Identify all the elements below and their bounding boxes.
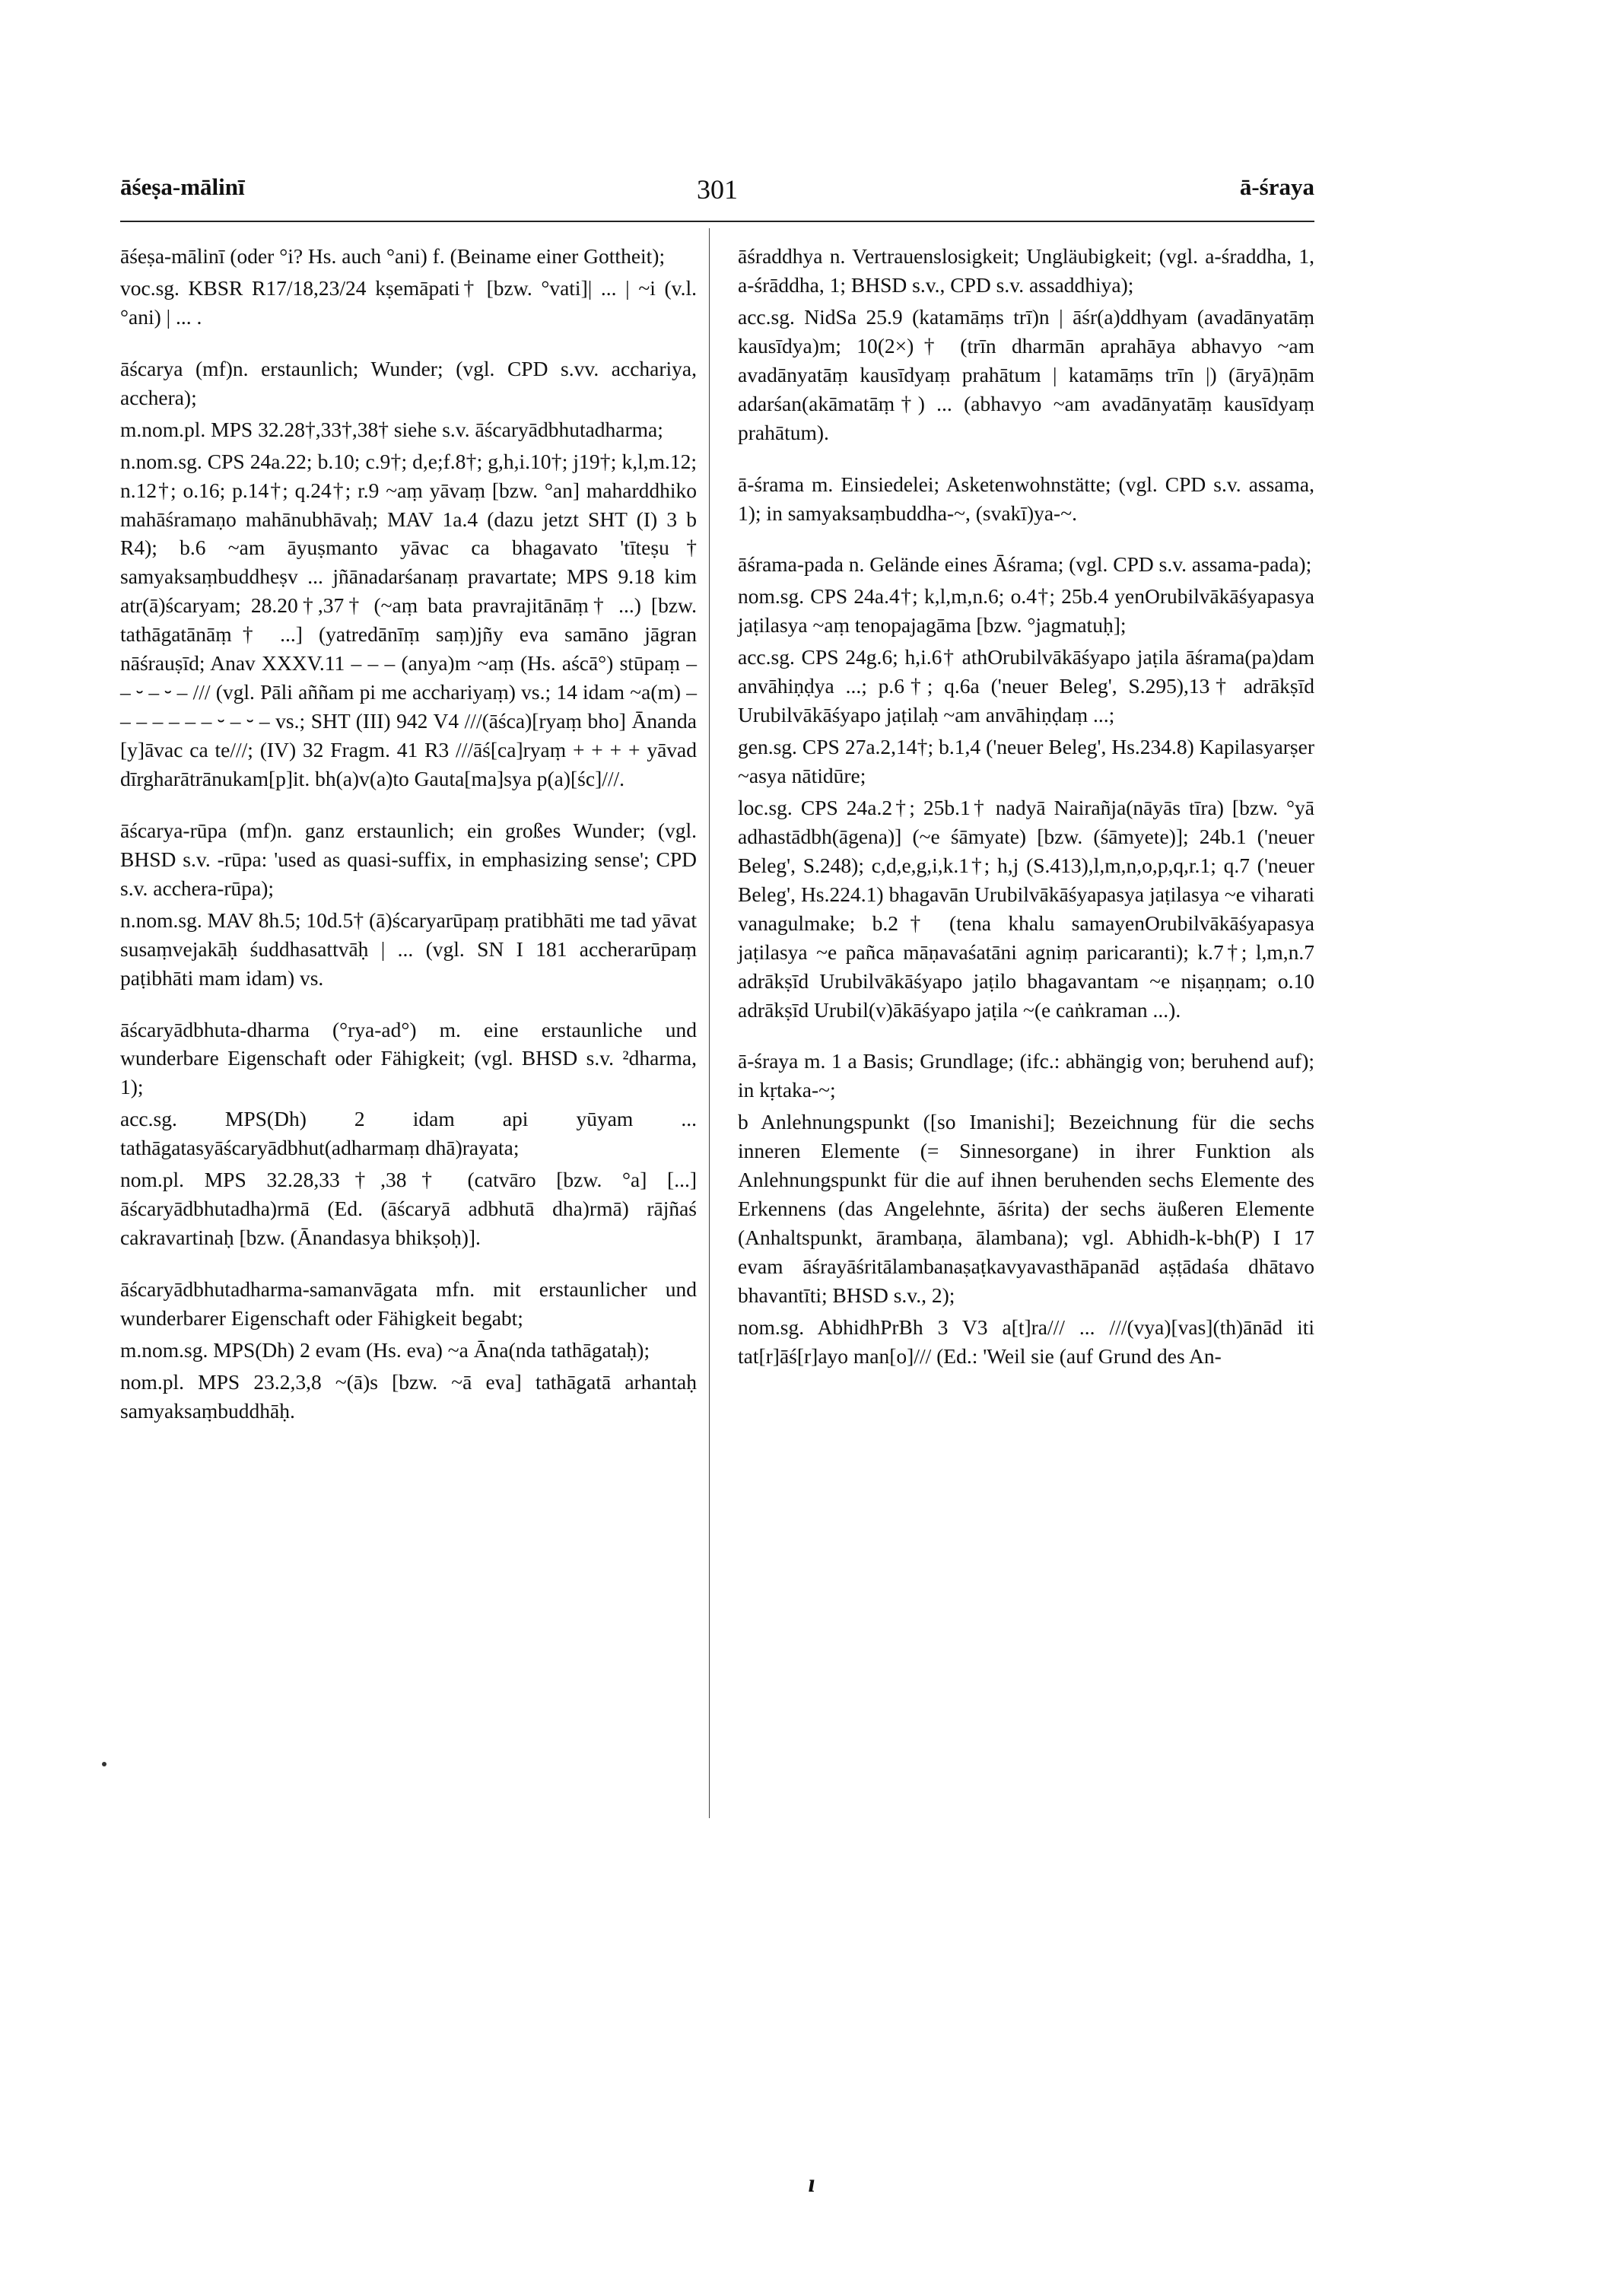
entry-ascarya — [120, 355, 697, 793]
entry-paragraph: nom.pl. MPS 32.28,33†,38† (catvāro [bzw. °a] [...] āścaryādbhutadha)rmā (Ed. (āścaryā adbhutā dha)rmā) rājñaś cakravartinaḥ [bzw. (Ānandasya bhikṣoḥ)]. — [120, 1168, 697, 1250]
entry-paragraph: acc.sg. MPS(Dh) 2 idam api yūyam ... tathāgatasyāścaryādbhut(adharmaṃ dhā)rayata; — [120, 1107, 697, 1160]
entry-paragraph: acc.sg. NidSa 25.9 (katamāṃs trī)n | āśr(a)ddhyam (avadānyatāṃ kausīdya)m; 10(2×)† (trīn dharmān aprahāya abhavyo ~am avadānyatāṃ kausīdyaṃ prahātum | katamāṃs trīn |) (āryā)ṇām adarśan(akāmatāṃ†) ... (abhavyo ~am avadānyatāṃ kausīdyaṃ prahātum). — [738, 304, 1314, 444]
entry-paragraph: āścarya-rūpa (mf)n. ganz erstaunlich; ein großes Wunder; (vgl. BHSD s.v. -rūpa: 'used as quasi-suffix, in emphasizing sense'; CPD s.v. acchera-rūpa); — [120, 818, 697, 900]
entry-paragraph: n.nom.sg. CPS 24a.22; b.10; c.9†; d,e;f.8†; g,h,i.10†; j19†; k,l,m.12; n.12†; o.16; p.14†; q.24†; r.9 ~aṃ yāvaṃ [bzw. °an] maharddhiko mahāśramaṇo mahānubhāvaḥ; MAV 1a.4 (dazu jetzt SHT (I) 3 b R4); b.6 ~am āyuṣmanto yāvac ca bhagavato 'tīteṣu† samyaksaṃbuddheṣv ... jñānadarśanaṃ pravartate; MPS 9.18 kim atr(ā)ścaryam; 28.20†,37† (~aṃ bata pravrajitānāṃ† ...) [bzw. tathāgatānāṃ† ...] (yatredānīṃ saṃ)jñy eva samāno jāgran nāśrauṣīd; Anav XXXV.11 – – – (anya)m ~aṃ (Hs. aścā°) stūpaṃ – – ⏑ – ⏑ – /// (vgl. Pāli aññam pi me acchariyaṃ) vs.; 14 idam ~a(m) – – – – – – – ⏑ – ⏑ – vs.; SHT (III) 942 V4 ///(āśca)[ryaṃ bho] Ānanda [y]āvac ca te///; (IV) 32 Fragm. 41 R3 ///āś[ca]ryaṃ + + + + yāvad dīrgharātrānukam[p]it. bh(a)v(a)to Gauta[ma]sya p(a)[śc]///. — [120, 449, 697, 790]
entry-asesa-malini — [120, 242, 697, 332]
header-left-headword: āśeṣa-mālinī — [120, 173, 245, 200]
entry-ascaryadbhuta-dharma — [120, 1016, 697, 1253]
entry-asrama-pada — [738, 550, 1314, 1024]
footer-mark: ɪ — [808, 2170, 816, 2198]
entry-paragraph: ā-śrama m. Einsiedelei; Asketenwohnstätte; (vgl. CPD s.v. assama, 1); in samyaksaṃbuddha-~, (svakī)ya-~. — [738, 472, 1314, 525]
entry-paragraph: ā-śraya m. 1 a Basis; Grundlage; (ifc.: abhängig von; beruhend auf); in kṛtaka-~; — [738, 1049, 1314, 1102]
entry-a-sraya — [738, 1047, 1314, 1370]
entry-paragraph: āścaryādbhutadharma-samanvāgata mfn. mit erstaunlicher und wunderbarer Eigenschaft oder Fähigkeit begabt; — [120, 1277, 697, 1330]
entry-paragraph: āśeṣa-mālinī (oder °i? Hs. auch °ani) f. (Beiname einer Gottheit); — [120, 244, 666, 268]
column-divider — [709, 228, 710, 1818]
right-column — [738, 242, 1314, 1394]
entry-paragraph: loc.sg. CPS 24a.2†; 25b.1† nadyā Nairañja(nāyās tīra) [bzw. °yā adhastādbh(āgena)] (~e śāmyate) [bzw. (śāmyete)]; 24b.1 ('neuer Beleg', S.248); c,d,e,g,i,k.1†; h,j (S.413),l,m,n,o,p,q,r.1; q.7 ('neuer Beleg', Hs.224.1) bhagavān Urubilvākāśyapasya jaṭilasya ~e viharati vanagulmake; b.2† (tena khalu samayenOrubilvākāśyapasya jaṭilasya ~e pañca māṇavaśatāni agniṃ paricaranti); k.7†; l,m,n.7 adrākṣīd Urubilvākāśyapo jaṭilo bhagavantam ~e niṣaṇṇam; o.10 adrākṣīd Urubil(v)ākāśyapo jaṭila ~(e caṅkraman ...). — [738, 795, 1314, 1022]
left-column — [120, 242, 697, 1448]
entry-paragraph: nom.pl. MPS 23.2,3,8 ~(ā)s [bzw. ~ā eva] tathāgatā arhantaḥ samyaksaṃbuddhāḥ. — [120, 1369, 697, 1423]
margin-dot — [102, 1762, 106, 1766]
entry-paragraph: b Anlehnungspunkt ([so Imanishi]; Bezeichnung für die sechs inneren Elemente (= Sinnesorgane) in ihrer Funktion als Anlehnungspunkt für die auf ihnen beruhenden sechs Elemente des Erkennens (das Angelehnte, āśrita) der sechs äußeren Elemente (Anhaltspunkt, ārambaṇa, ālambana); vgl. Abhidh-k-bh(P) I 17 evam āśrayāśritālambanaṣaṭkavyavasthāpanād aṣṭādaśa dhātavo bhavantīti; BHSD s.v., 2); — [738, 1110, 1314, 1307]
entry-paragraph: gen.sg. CPS 27a.2,14†; b.1,4 ('neuer Beleg', Hs.234.8) Kapilasyarṣer ~asya nātidūre; — [738, 735, 1314, 787]
entry-paragraph: āścarya (mf)n. erstaunlich; Wunder; (vgl. CPD s.vv. acchariya, acchera); — [120, 356, 697, 409]
entry-paragraph: voc.sg. KBSR R17/18,23/24 kṣemāpati† [bzw. °vati]| ... | ~i (v.l. °ani) | ... . — [120, 275, 697, 329]
header-right-headword: ā-śraya — [1239, 173, 1314, 200]
entry-paragraph: n.nom.sg. MAV 8h.5; 10d.5† (ā)ścaryarūpaṃ pratibhāti me tad yāvat susaṃvejakāḥ śuddhasattvāḥ | ... (vgl. SN I 181 accherarūpaṃ paṭibhāti mam idam) vs. — [120, 908, 697, 990]
entry-asraddhya — [738, 242, 1314, 447]
header-rule — [120, 221, 1314, 222]
entry-paragraph: āścaryādbhuta-dharma (°rya-ad°) m. eine erstaunliche und wunderbare Eigenschaft oder Fähigkeit; (vgl. BHSD s.v. ²dharma, 1); — [120, 1017, 697, 1099]
entry-a-srama — [738, 470, 1314, 528]
entry-paragraph: acc.sg. CPS 24g.6; h,i.6† athOrubilvākāśyapo jaṭila āśrama(pa)dam anvāhiṇḍya ...; p.6†; q.6a ('neuer Beleg', S.295),13† adrākṣīd Urubilvākāśyapo jaṭilaḥ ~am anvāhiṇḍaṃ ...; — [738, 645, 1314, 727]
running-head — [120, 173, 1314, 207]
entry-ascaryadbhutadharma-samanvagata — [120, 1275, 697, 1426]
entry-ascarya-rupa — [120, 816, 697, 993]
entry-paragraph: m.nom.sg. MPS(Dh) 2 evam (Hs. eva) ~a Āna(nda tathāgataḥ); — [120, 1337, 650, 1362]
entry-paragraph: āśrama-pada n. Gelände eines Āśrama; (vgl. CPD s.v. assama-pada); — [738, 552, 1312, 577]
entry-paragraph: nom.sg. CPS 24a.4†; k,l,m,n.6; o.4†; 25b.4 yenOrubilvākāśyapasya jaṭilasya ~aṃ tenopajagāma [bzw. °jagmatuḥ]; — [738, 584, 1314, 637]
page-number: 301 — [697, 174, 738, 205]
entry-paragraph: āśraddhya n. Vertrauenslosigkeit; Ungläubigkeit; (vgl. a-śraddha, 1, a-śrāddha, 1; BHSD s.v., CPD s.v. assaddhiya); — [738, 244, 1314, 297]
entry-paragraph: nom.sg. AbhidhPrBh 3 V3 a[t]ra/// ... ///(vya)[vas](th)ānād iti tat[r]āś[r]ayo man[o]/// (Ed.: 'Weil sie (auf Grund des An- — [738, 1315, 1314, 1368]
entry-paragraph: m.nom.pl. MPS 32.28†,33†,38† siehe s.v. āścaryādbhutadharma; — [120, 417, 663, 441]
